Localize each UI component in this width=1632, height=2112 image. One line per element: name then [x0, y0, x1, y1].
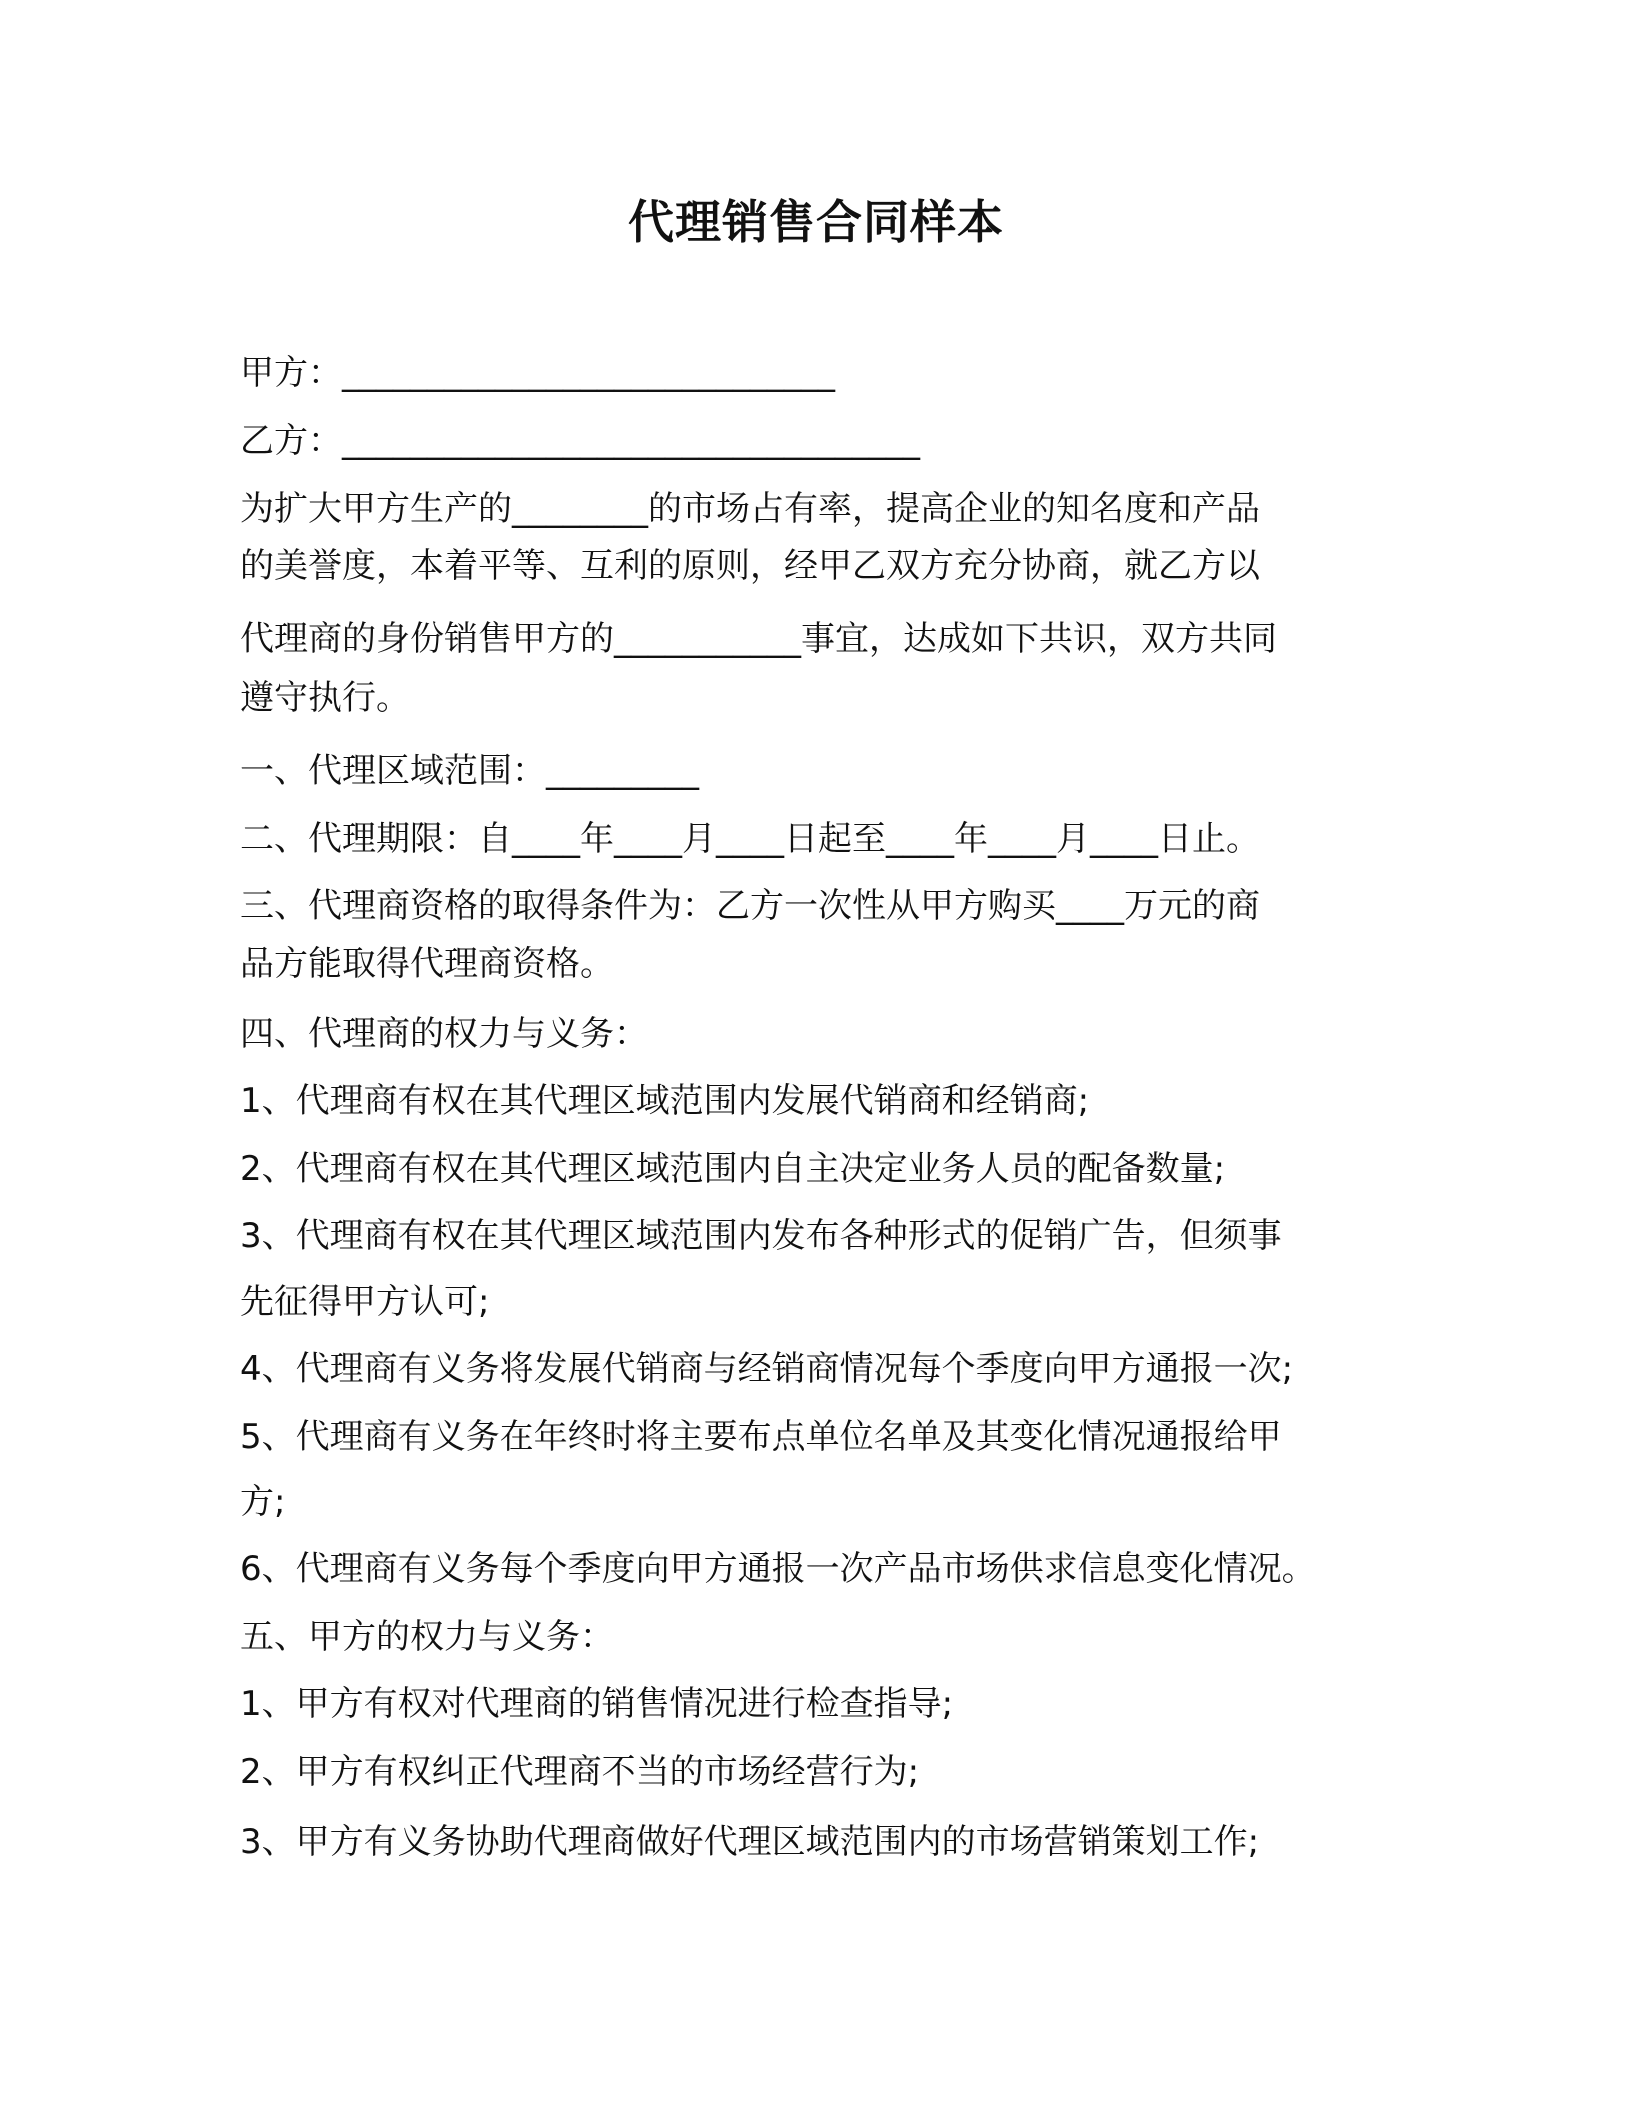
clause-4-item-6: 6、代理商有义务每个季度向甲方通报一次产品市场供求信息变化情况。	[240, 1549, 1316, 1589]
page-title: 代理销售合同样本	[628, 195, 1004, 249]
clause-3-line-2: 品方能取得代理商资格。	[240, 944, 614, 984]
clause-5-heading: 五、甲方的权力与义务：	[240, 1617, 614, 1657]
clause-4-item-5-line-2: 方;	[240, 1482, 286, 1522]
clause-4-item-4: 4、代理商有义务将发展代销商与经销商情况每个季度向甲方通报一次;	[240, 1349, 1294, 1389]
preamble-line-2: 的美誉度，本着平等、互利的原则，经甲乙双方充分协商，就乙方以	[240, 546, 1260, 586]
clause-3-line-1: 三、代理商资格的取得条件为：乙方一次性从甲方购买____万元的商	[240, 886, 1260, 926]
party-a-line: 甲方：_____________________________	[240, 353, 835, 393]
clause-4-item-3-line-1: 3、代理商有权在其代理区域范围内发布各种形式的促销广告，但须事	[240, 1216, 1282, 1256]
clause-5-item-3: 3、甲方有义务协助代理商做好代理区域范围内的市场营销策划工作;	[240, 1822, 1260, 1862]
clause-4-item-5-line-1: 5、代理商有义务在年终时将主要布点单位名单及其变化情况通报给甲	[240, 1417, 1282, 1457]
clause-2-line: 二、代理期限：自____年____月____日起至____年____月____日止。	[240, 819, 1260, 859]
clause-4-item-2: 2、代理商有权在其代理区域范围内自主决定业务人员的配备数量;	[240, 1149, 1226, 1189]
clause-5-item-2: 2、甲方有权纠正代理商不当的市场经营行为;	[240, 1752, 920, 1792]
party-b-line: 乙方：__________________________________	[240, 421, 920, 461]
clause-5-item-1: 1、甲方有权对代理商的销售情况进行检查指导;	[240, 1684, 954, 1724]
clause-4-item-1: 1、代理商有权在其代理区域范围内发展代销商和经销商;	[240, 1081, 1090, 1121]
clause-4-item-3-line-2: 先征得甲方认可;	[240, 1282, 490, 1322]
clause-4-heading: 四、代理商的权力与义务：	[240, 1014, 648, 1054]
preamble-line-1: 为扩大甲方生产的________的市场占有率，提高企业的知名度和产品	[240, 489, 1260, 529]
clause-1-line: 一、代理区域范围：_________	[240, 751, 699, 791]
preamble-line-4: 遵守执行。	[240, 678, 410, 718]
preamble-line-3: 代理商的身份销售甲方的___________事宜，达成如下共识，双方共同	[240, 619, 1277, 659]
